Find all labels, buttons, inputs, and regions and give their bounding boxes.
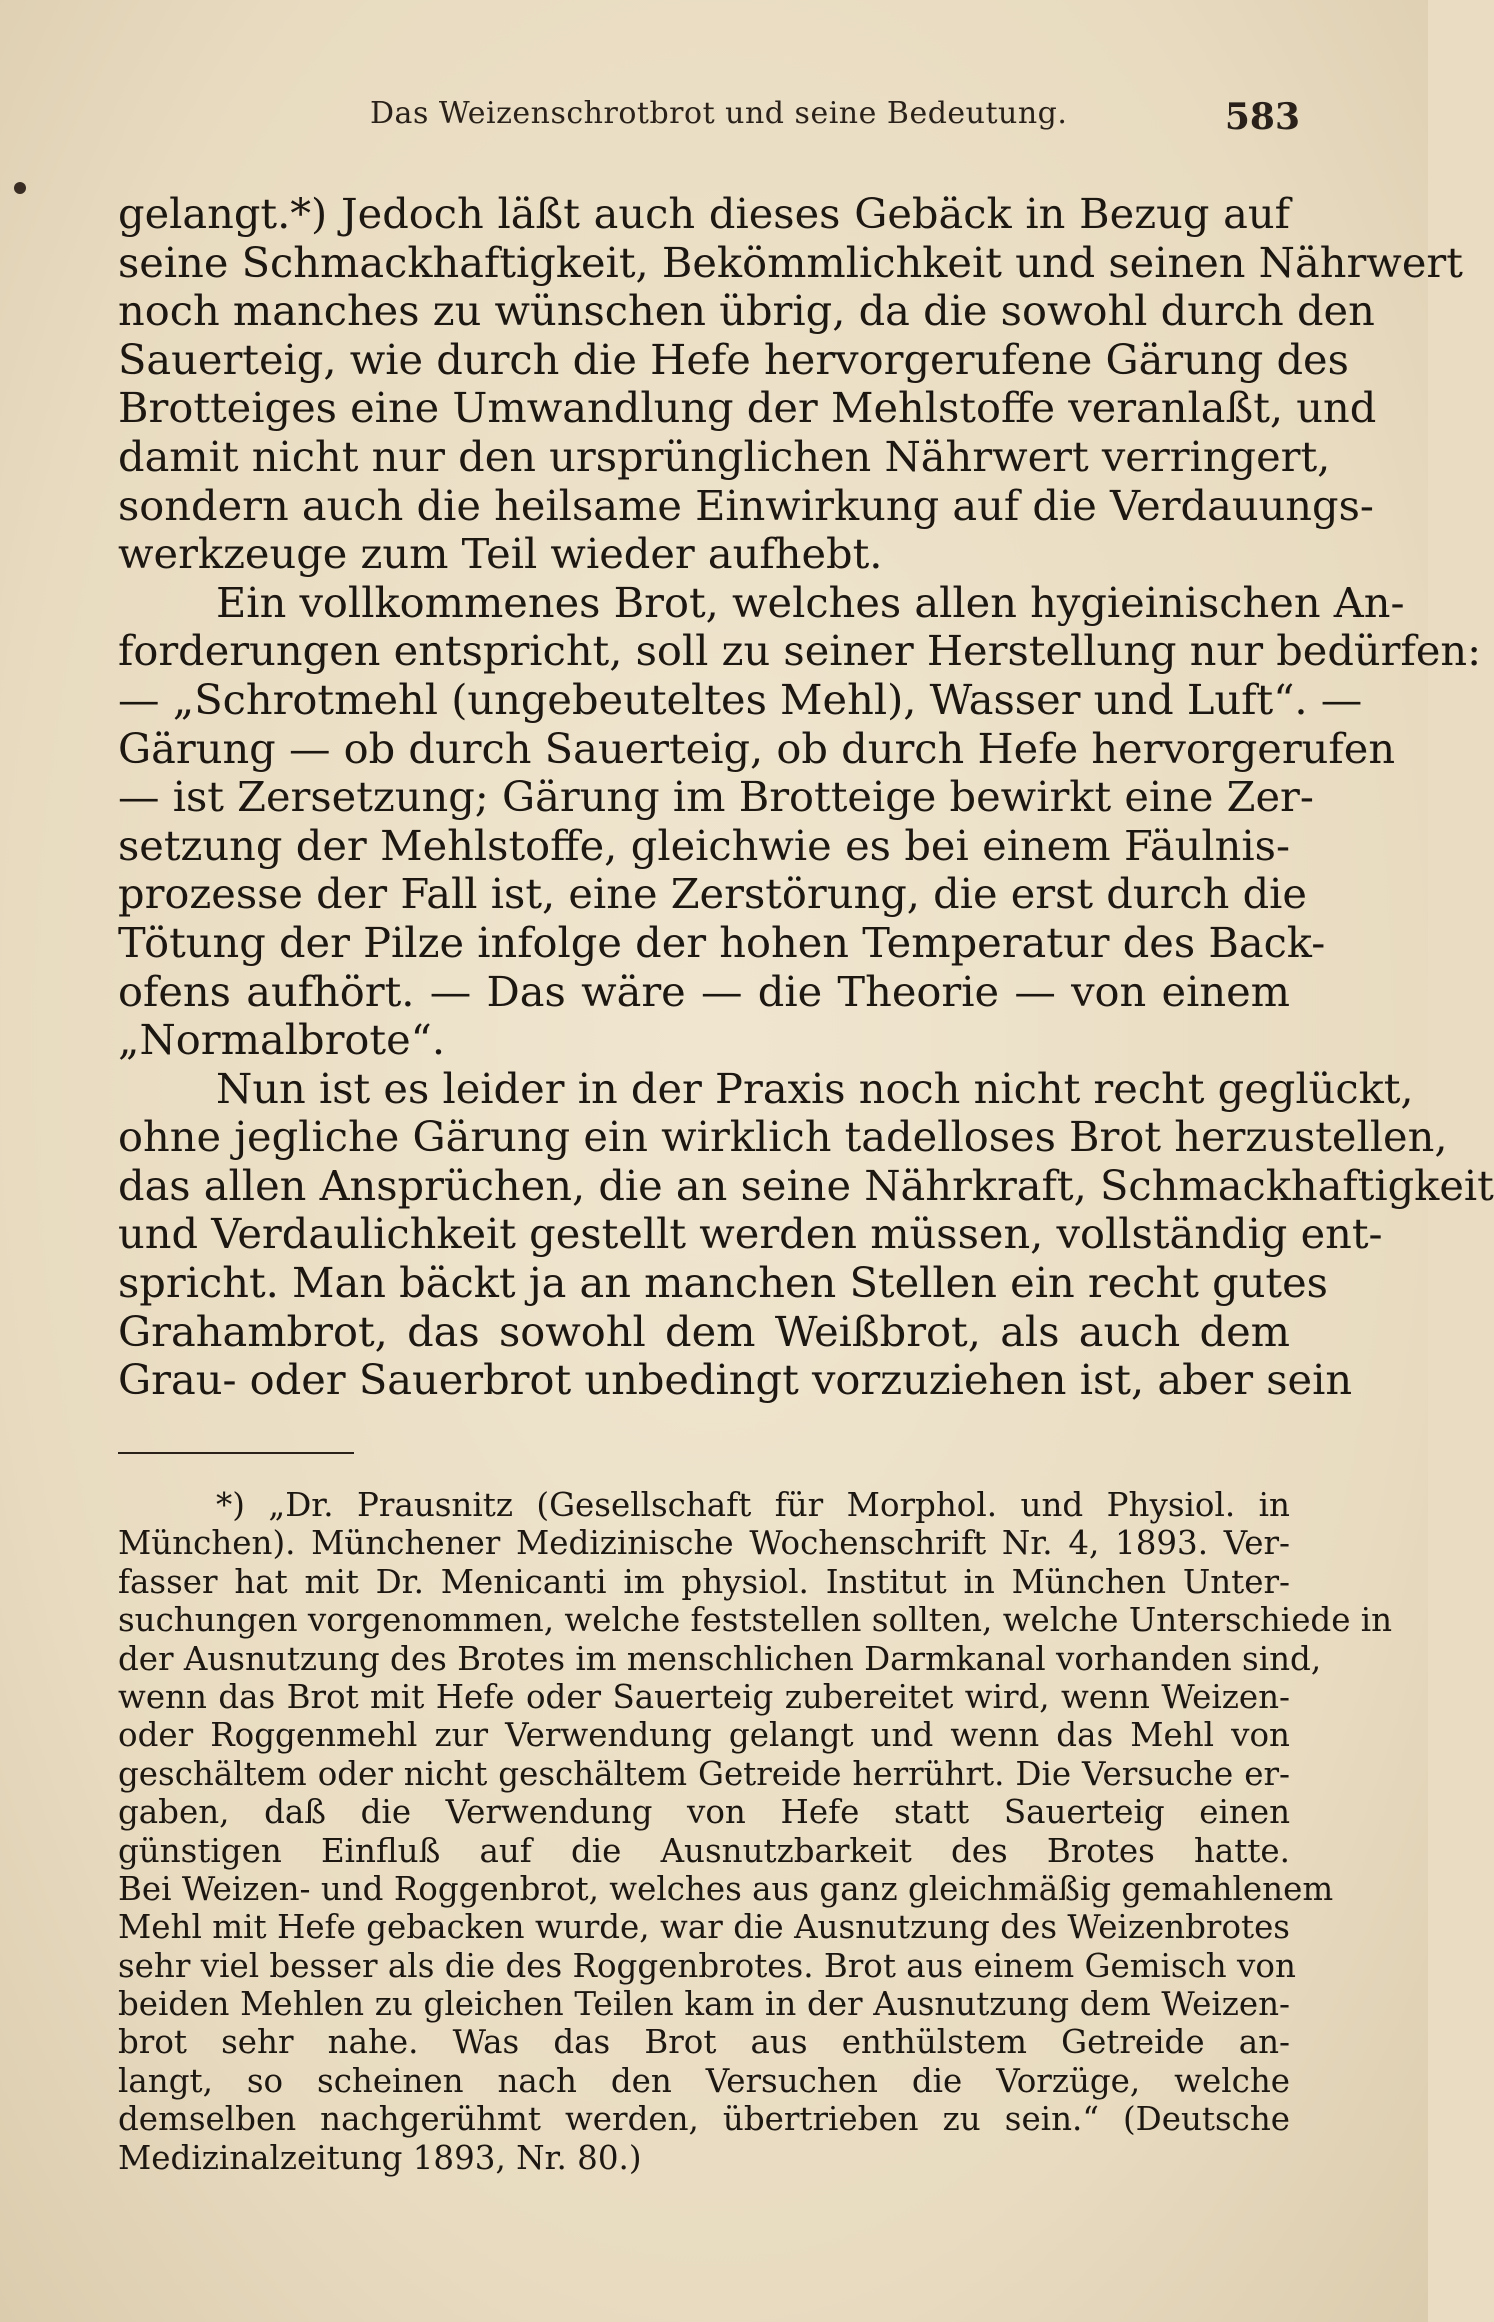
body-text-line: sondern auch die heilsame Einwirkung auf die Verdauungs- [118,480,1374,530]
body-text-line: Grahambrot, das sowohl dem Weißbrot, als auch dem [118,1306,1290,1356]
footnote-line: gaben, daß die Verwendung von Hefe statt Sauerteig einen [118,1793,1290,1832]
footnote [118,1486,1393,2177]
body-text-line: und Verdaulichkeit gestellt werden müssen, vollständig ent- [118,1209,1383,1259]
body-text-line: damit nicht nur den ursprünglichen Nährwert verringert, [118,431,1331,481]
body-text-line: — „Schrotmehl (ungebeuteltes Mehl), Wasser und Luft“. — [118,674,1363,724]
footnote-line: Medizinalzeitung 1893, Nr. 80.) [118,2138,642,2177]
footnote-line: demselben nachgerühmt werden, übertrieben zu sein.“ (Deutsche [118,2100,1290,2139]
body-text-line: werkzeuge zum Teil wieder aufhebt. [118,529,883,579]
body-text-line: Tötung der Pilze infolge der hohen Temperatur des Back- [118,917,1326,967]
body-text-line: Sauerteig, wie durch die Hefe hervorgerufene Gärung des [118,334,1349,384]
body-text-line: spricht. Man bäckt ja an manchen Stellen ein recht gutes [118,1258,1328,1308]
body-text-line: „Normalbrote“. [118,1015,446,1065]
body-text-line: Nun ist es leider in der Praxis noch nicht recht geglückt, [216,1063,1414,1113]
body-text-line: das allen Ansprüchen, die an seine Nährkraft, Schmackhaftigkeit [118,1160,1494,1210]
footnote-line: München). Münchener Medizinische Wochenschrift Nr. 4, 1893. Ver- [118,1524,1290,1563]
footnote-line: sehr viel besser als die des Roggenbrotes. Brot aus einem Gemisch von [118,1946,1296,1985]
body-text-line: Gärung — ob durch Sauerteig, ob durch Hefe hervorgerufen [118,723,1396,773]
body-text-line: forderungen entspricht, soll zu seiner Herstellung nur bedürfen: [118,626,1482,676]
footnote-line: oder Roggenmehl zur Verwendung gelangt und wenn das Mehl von [118,1716,1290,1755]
footnote-line: beiden Mehlen zu gleichen Teilen kam in der Ausnutzung dem Weizen- [118,1985,1290,2024]
footnote-line: günstigen Einfluß auf die Ausnutzbarkeit des Brotes hatte. [118,1831,1290,1870]
footnote-line: der Ausnutzung des Brotes im menschlichen Darmkanal vorhanden sind, [118,1639,1322,1678]
running-title: Das Weizenschrotbrot und seine Bedeutung. [370,96,1068,131]
body-text-line: gelangt.*) Jedoch läßt auch dieses Gebäck in Bezug auf [118,189,1290,238]
body-text-line: Brotteiges eine Umwandlung der Mehlstoffe veranlaßt, und [118,383,1377,433]
footnote-line: wenn das Brot mit Hefe oder Sauerteig zubereitet wird, wenn Weizen- [118,1677,1290,1716]
body-text-line: ohne jegliche Gärung ein wirklich tadelloses Brot herzustellen, [118,1112,1448,1162]
body-text-line: ofens aufhört. — Das wäre — die Theorie — von einem [118,966,1290,1016]
body-text-line: prozesse der Fall ist, eine Zerstörung, die erst durch die [118,869,1307,919]
footnote-line: langt, so scheinen nach den Versuchen die Vorzüge, welche [118,2061,1290,2100]
footnote-line: *) „Dr. Prausnitz (Gesellschaft für Morphol. und Physiol. in [216,1486,1290,1524]
footnote-line: fasser hat mit Dr. Menicanti im physiol. Institut in München Unter- [118,1562,1290,1601]
body-text-line: Ein vollkommenes Brot, welches allen hygieinischen An- [216,577,1405,627]
body-text-line: setzung der Mehlstoffe, gleichwie es bei einem Fäulnis- [118,820,1290,870]
footnote-line: Bei Weizen- und Roggenbrot, welches aus ganz gleichmäßig gemahlenem [118,1869,1334,1908]
footnote-line: suchungen vorgenommen, welche feststellen sollten, welche Unterschiede in [118,1601,1393,1640]
footnote-line: geschältem oder nicht geschältem Getreide herrührt. Die Versuche er- [118,1754,1290,1793]
body-text-line: noch manches zu wünschen übrig, da die sowohl durch den [118,286,1375,336]
footnote-line: Mehl mit Hefe gebacken wurde, war die Ausnutzung des Weizenbrotes [118,1908,1290,1947]
body-text-line: seine Schmackhaftigkeit, Bekömmlichkeit und seinen Nährwert [118,237,1463,287]
body-text-line: Grau- oder Sauerbrot unbedingt vorzuziehen ist, aber sein [118,1355,1353,1405]
ink-spot [14,182,26,194]
footnote-rule [118,1452,354,1454]
main-text [118,189,1494,1405]
footnote-line: brot sehr nahe. Was das Brot aus enthülstem Getreide an- [118,2023,1290,2062]
page-number: 583 [1224,96,1300,138]
body-text-line: — ist Zersetzung; Gärung im Brotteige bewirkt eine Zer- [118,772,1314,822]
